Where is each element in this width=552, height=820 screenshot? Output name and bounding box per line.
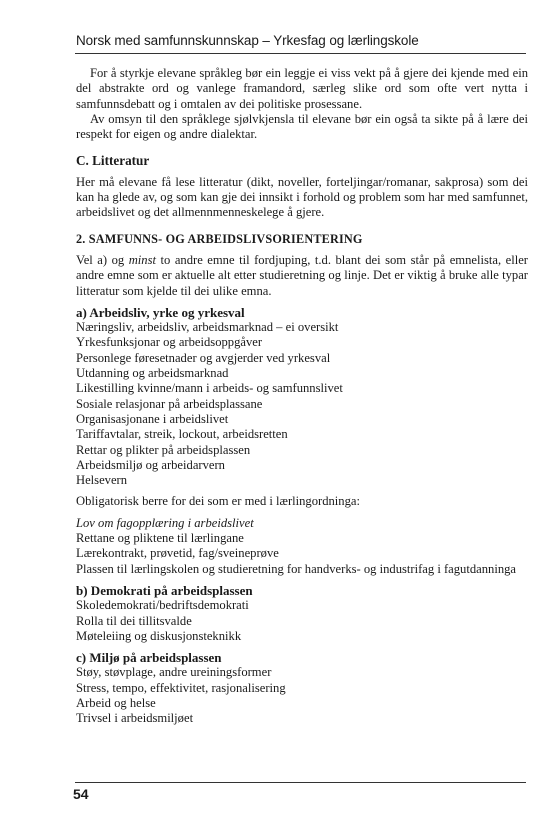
subsection-b-heading: b) Demokrati på arbeidsplassen [76,582,253,598]
list-item: Skoledemokrati/bedriftsdemokrati [76,598,249,613]
law-title: Lov om fagopplæring i arbeidslivet [76,515,254,530]
list-item: Plassen til lærlingskolen og studieretning for handverks- og industrifag i fagutdanninga [76,561,517,576]
list-item: Likestilling kvinne/mann i arbeids- og samfunnslivet [76,381,343,396]
law-list [76,531,528,577]
section-2-intro [76,253,528,299]
page-content [76,66,528,727]
subsection-a-list [76,320,528,488]
list-item: Tariffavtalar, streik, lockout, arbeidsretten [76,427,288,442]
subsection-a-heading: a) Arbeidsliv, yrke og yrkesval [76,304,245,320]
list-item: Helsevern [76,473,128,488]
section-2-heading: 2. SAMFUNNS- OG ARBEIDSLIVSORIENTERING [76,231,363,246]
list-item: Næringsliv, arbeidsliv, arbeidsmarknad – ei oversikt [76,320,339,335]
section-2-intro-start: Vel a) og [76,252,129,267]
section-2-intro-rest: to andre emne til fordjuping, t.d. blant dei som står på emnelista, eller andre emne som er aktuelle alt etter studieretning og linje. Det er viktig å bruke alle typar litteratur som kjelde til dei ulike emna. [76,252,528,298]
footer-divider [75,782,526,783]
header-divider [75,53,526,54]
list-item: Personlege føresetnader og avgjerder ved yrkesval [76,350,331,365]
list-item: Trivsel i arbeidsmiljøet [76,711,194,726]
list-item: Rolla til dei tillitsvalde [76,613,192,628]
mandatory-note: Obligatorisk berre for dei som er med i lærlingordninga: [76,494,360,509]
list-item: Rettar og plikter på arbeidsplassen [76,442,251,457]
list-item: Stress, tempo, effektivitet, rasjonalisering [76,680,286,695]
running-header: Norsk med samfunnskunnskap – Yrkesfag og lærlingskole [76,33,419,48]
subsection-c-list [76,665,528,726]
page-number: 54 [73,786,89,802]
list-item: Utdanning og arbeidsmarknad [76,366,229,381]
intro-paragraph-1: For å styrkje elevane språkleg bør ein leggje ei viss vekt på å gjere dei kjende med ein del abstrakte ord og vanlege framandord, særleg slike ord som ofte vert nytta i samfunnsdebatt og i omtalen av dei politiske prosessane. [76,66,528,111]
list-item: Rettane og pliktene til lærlingane [76,531,244,546]
intro-paragraph-2: Av omsyn til den språklege sjølvkjensla til elevane bør ein også ta sikte på å lære dei respekt for eigen og andre dialektar. [76,111,528,142]
section-2-intro-emphasis: minst [128,252,156,267]
list-item: Arbeidsmiljø og arbeidarvern [76,457,225,472]
section-c-heading: C. Litteratur [76,153,150,169]
list-item: Sosiale relasjonar på arbeidsplassane [76,396,263,411]
list-item: Organisasjonane i arbeidslivet [76,411,229,426]
list-item: Lærekontrakt, prøvetid, fag/sveineprøve [76,546,279,561]
list-item: Møteleiing og diskusjonsteknikk [76,628,242,643]
subsection-b-list [76,598,528,644]
list-item: Støy, støvplage, andre ureiningsformer [76,665,272,680]
section-c-body: Her må elevane få lese litteratur (dikt, noveller, forteljingar/romanar, sakprosa) som dei kan ha glede av, og som kan gje dei innsikt i forhold og problem som har med samfunnet, arbeidslivet og det allmennmenneskelege å gjere. [76,174,528,220]
list-item: Arbeid og helse [76,695,156,710]
list-item: Yrkesfunksjonar og arbeidsoppgåver [76,335,263,350]
subsection-c-heading: c) Miljø på arbeidsplassen [76,650,222,666]
